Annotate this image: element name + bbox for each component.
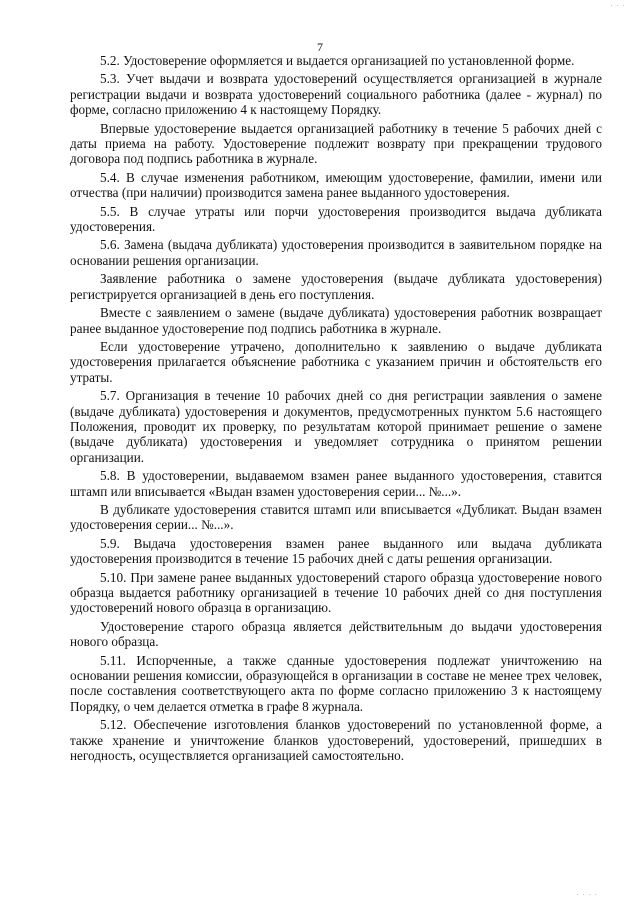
paragraph: 5.2. Удостоверение оформляется и выдается организацией по установленной форме.	[100, 53, 575, 68]
paragraph: Заявление работника о замене удостоверения (выдаче дубликата удостоверения) регистрируется организацией в день его поступления.	[70, 271, 602, 302]
scan-mark-bottom: · · · ·	[576, 891, 598, 899]
paragraph: Удостоверение старого образца является действительным до выдачи удостоверения нового образца.	[70, 618, 602, 650]
paragraph: 5.10. При замене ранее выданных удостоверений старого образца удостоверение нового образца выдается работнику организацией в течение 10 рабочих дней со дня поступления удостоверений нового образца в организацию.	[70, 569, 602, 616]
paragraph: 5.4. В случае изменения работником, имеющим удостоверение, фамилии, имени или отчества (при наличии) производится замена ранее выданного удостоверения.	[70, 169, 602, 201]
paragraph: Вместе с заявлением о замене (выдаче дубликата) удостоверения работник возвращает ранее выданное удостоверение под подпись работника в журнале.	[70, 305, 602, 336]
scan-mark-top: · · ·	[610, 2, 626, 10]
paragraph: 5.7. Организация в течение 10 рабочих дней со дня регистрации заявления о замене (выдаче дубликата) удостоверения и документов, предусмотренных пунктом 5.6 настоящего Положения, проводит их проверку, по результатам которой принимает решение о замене (выдаче дубликата) удостоверения и уведомляет сотрудника о принятом решении организации.	[70, 388, 602, 465]
paragraph: 5.9. Выдача удостоверения взамен ранее выданного или выдача дубликата удостоверения производится в течение 15 рабочих дней с даты решения организации.	[70, 535, 602, 567]
paragraph: 5.12. Обеспечение изготовления бланков удостоверений по установленной форме, а также хранение и уничтожение бланков удостоверений, удостоверений, пришедших в негодность, осуществляется организацией самостоятельно.	[70, 717, 602, 764]
paragraph: 5.6. Замена (выдача дубликата) удостоверения производится в заявительном порядке на основании решения организации.	[70, 237, 602, 268]
document-body	[70, 53, 602, 766]
page-number: 7	[317, 40, 323, 54]
paragraph: 5.11. Испорченные, а также сданные удостоверения подлежат уничтожению на основании решения комиссии, образующейся в организации в составе не менее трех человек, после составления соответствующего акта по форме согласно приложению 3 к настоящему Порядку, о чем делается отметка в графе 8 журнала.	[70, 652, 602, 714]
paragraph: Впервые удостоверение выдается организацией работнику в течение 5 рабочих дней с даты приема на работу. Удостоверение подлежит возврату при прекращении трудового договора под подпись работника в журнале.	[70, 120, 602, 167]
paragraph: 5.3. Учет выдачи и возврата удостоверений осуществляется организацией в журнале регистрации выдачи и возврата удостоверений социального работника (далее - журнал) по форме, согласно приложению 4 к настоящему Порядку.	[70, 71, 602, 118]
paragraph: 5.8. В удостоверении, выдаваемом взамен ранее выданного удостоверения, ставится штамп или вписывается «Выдан взамен удостоверения серии... №...».	[70, 468, 602, 499]
paragraph: 5.5. В случае утраты или порчи удостоверения производится выдача дубликата удостоверения.	[70, 203, 602, 235]
paragraph: Если удостоверение утрачено, дополнительно к заявлению о выдаче дубликата удостоверения прилагается объяснение работника с указанием причин и обстоятельств его утраты.	[70, 338, 602, 385]
paragraph: В дубликате удостоверения ставится штамп или вписывается «Дубликат. Выдан взамен удостоверения серии... №...».	[70, 501, 602, 533]
